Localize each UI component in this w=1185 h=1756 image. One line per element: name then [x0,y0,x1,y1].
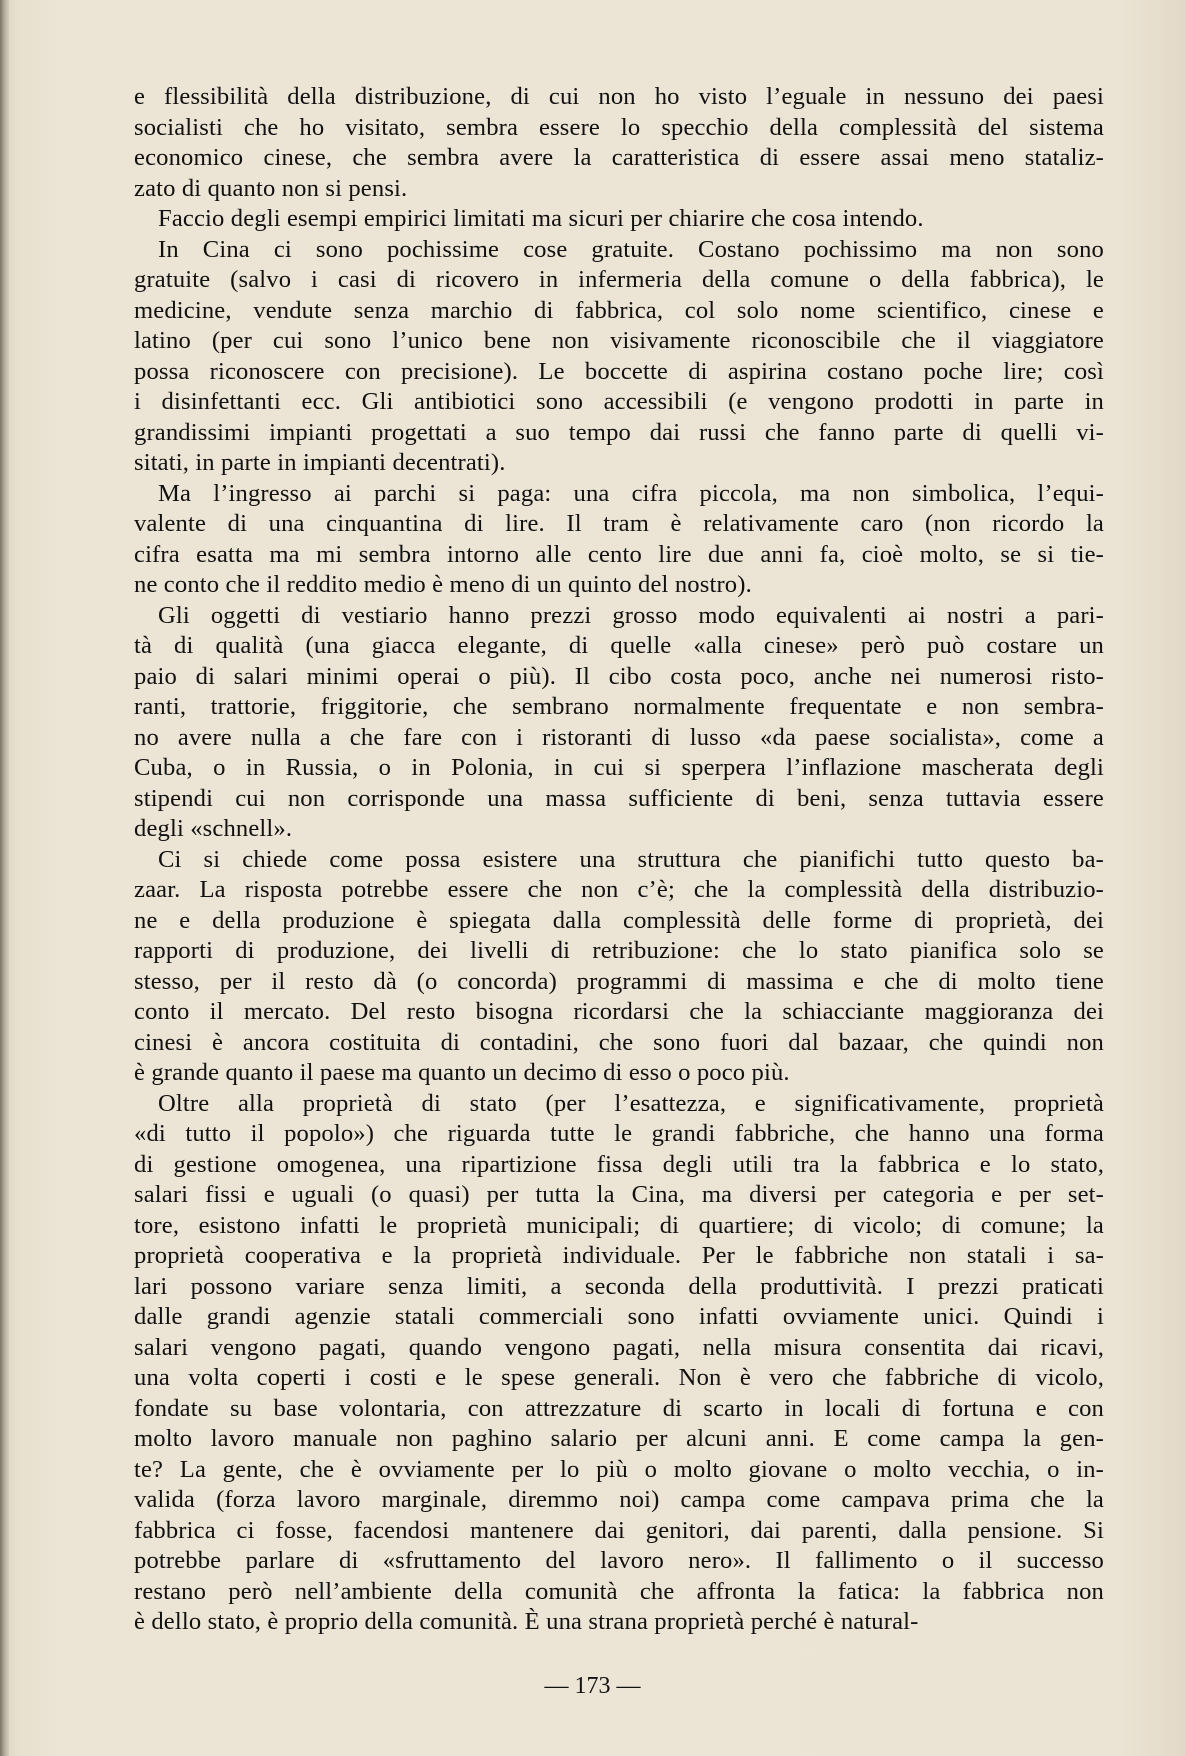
text-line: stipendi cui non corrisponde una massa sufficiente di beni, senza tuttavia essere [134,784,1104,812]
text-line: valente di una cinquantina di lire. Il tram è relativamente caro (non ricordo la [134,510,1104,537]
text-line: «di tutto il popolo») che riguarda tutte le grandi fabbriche, che hanno una forma [134,1120,1104,1147]
text-line: dalle grandi agenzie statali commerciali sono infatti ovviamente unici. Quindi i [134,1303,1104,1330]
text-line: possa riconoscere con precisione). Le boccette di aspirina costano poche lire; così [134,357,1104,385]
text-line: valida (forza lavoro marginale, diremmo noi) campa come campava prima che la [134,1486,1104,1513]
text-line: Cuba, o in Russia, o in Polonia, in cui si sperpera l’inflazione mascherata degli [134,754,1104,781]
text-line: fondate su base volontaria, con attrezzature di scarto in locali di fortuna e con [134,1394,1104,1422]
text-line: una volta coperti i costi e le spese generali. Non è vero che fabbriche di vicolo, [134,1364,1104,1391]
text-line: conto il mercato. Del resto bisogna ricordarsi che la schiacciante maggioranza dei [134,998,1104,1025]
text-line: molto lavoro manuale non paghino salario per alcuni anni. E come campa la gen- [134,1425,1104,1452]
text-line: economico cinese, che sembra avere la caratteristica di essere assai meno stataliz- [134,144,1104,171]
text-line: rapporti di produzione, dei livelli di retribuzione: che lo stato pianifica solo se [134,937,1104,964]
text-line: sitati, in parte in impianti decentrati). [134,449,506,476]
text-line: te? La gente, che è ovviamente per lo più o molto giovane o molto vecchia, o in- [134,1455,1104,1483]
text-line: e flessibilità della distribuzione, di cui non ho visto l’eguale in nessuno dei paesi [134,83,1104,110]
text-line: Oltre alla proprietà di stato (per l’esattezza, e significativamente, proprietà [158,1089,1104,1117]
paragraph [134,601,1104,845]
binding-edge [0,0,9,1756]
page-number: — 173 — [544,1673,641,1699]
text-line: tore, esistono infatti le proprietà municipali; di quartiere; di vicolo; di comune; la [134,1211,1104,1239]
text-line: è grande quanto il paese ma quanto un decimo di esso o poco più. [134,1059,790,1086]
text-line: socialisti che ho visitato, sembra essere lo specchio della complessità del sistema [134,113,1104,141]
text-line: Faccio degli esempi empirici limitati ma sicuri per chiarire che cosa intendo. [158,205,924,232]
text-line: salari fissi e uguali (o quasi) per tutta la Cina, ma diversi per categoria e per set- [134,1181,1104,1208]
text-line: stesso, per il resto dà (o concorda) programmi di massima e che di molto tiene [134,967,1104,995]
text-line: di gestione omogenea, una ripartizione fissa degli utili tra la fabbrica e lo stato, [134,1150,1104,1178]
text-line: zato di quanto non si pensi. [134,174,408,202]
paragraph [134,479,1104,601]
text-line: tà di qualità (una giacca elegante, di quelle «alla cinese» però può costare un [134,632,1104,659]
body-text [134,82,1104,1638]
text-line: cinesi è ancora costituita di contadini, che sono fuori dal bazaar, che quindi non [134,1028,1104,1056]
text-line: degli «schnell». [134,815,293,842]
paragraph [134,235,1104,479]
text-line: paio di salari minimi operai o più). Il cibo costa poco, anche nei numerosi risto- [134,662,1104,690]
text-line: potrebbe parlare di «sfruttamento del lavoro nero». Il fallimento o il successo [134,1547,1104,1574]
text-line: zaar. La risposta potrebbe essere che non c’è; che la complessità della distribuzio- [134,876,1104,903]
text-line: medicine, vendute senza marchio di fabbrica, col solo nome scientifico, cinese e [134,296,1104,324]
text-line: In Cina ci sono pochissime cose gratuite. Costano pochissimo ma non sono [158,235,1104,263]
text-line: ranti, trattorie, friggitorie, che sembrano normalmente frequentate e non sembra- [134,693,1104,720]
text-line: salari vengono pagati, quando vengono pagati, nella misura consentita dai ricavi, [134,1333,1104,1361]
text-line: è dello stato, è proprio della comunità. È una strana proprietà perché è natural- [134,1608,919,1635]
text-line: lari possono variare senza limiti, a seconda della produttività. I prezzi praticati [134,1272,1104,1300]
text-line: no avere nulla a che fare con i ristoranti di lusso «da paese socialista», come a [134,723,1104,751]
text-line: cifra esatta ma mi sembra intorno alle cento lire due anni fa, cioè molto, se si tie- [134,540,1104,568]
text-line: Ci si chiede come possa esistere una struttura che pianifichi tutto questo ba- [158,845,1104,873]
text-line: ne e della produzione è spiegata dalla complessità delle forme di proprietà, dei [134,906,1104,934]
paragraph [134,1089,1104,1638]
text-line: gratuite (salvo i casi di ricovero in infermeria della comune o della fabbrica), le [134,266,1104,293]
text-line: ne conto che il reddito medio è meno di un quinto del nostro). [134,571,752,598]
text-line: Gli oggetti di vestiario hanno prezzi grosso modo equivalenti ai nostri a pari- [158,601,1104,629]
text-line: i disinfettanti ecc. Gli antibiotici sono accessibili (e vengono prodotti in parte in [134,388,1104,415]
text-line: proprietà cooperativa e la proprietà individuale. Per le fabbriche non statali i sa- [134,1242,1104,1269]
paragraph [134,204,1104,235]
text-line: Ma l’ingresso ai parchi si paga: una cifra piccola, ma non simbolica, l’equi- [158,479,1104,507]
text-line: restano però nell’ambiente della comunità che affronta la fatica: la fabbrica non [134,1577,1104,1605]
paragraph [134,845,1104,1089]
text-line: latino (per cui sono l’unico bene non visivamente riconoscibile che il viaggiatore [134,327,1104,354]
paragraph [134,82,1104,204]
text-line: grandissimi impianti progettati a suo tempo dai russi che fanno parte di quelli vi- [134,418,1104,446]
text-line: fabbrica ci fosse, facendosi mantenere dai genitori, dai parenti, dalla pensione. Si [134,1516,1104,1544]
